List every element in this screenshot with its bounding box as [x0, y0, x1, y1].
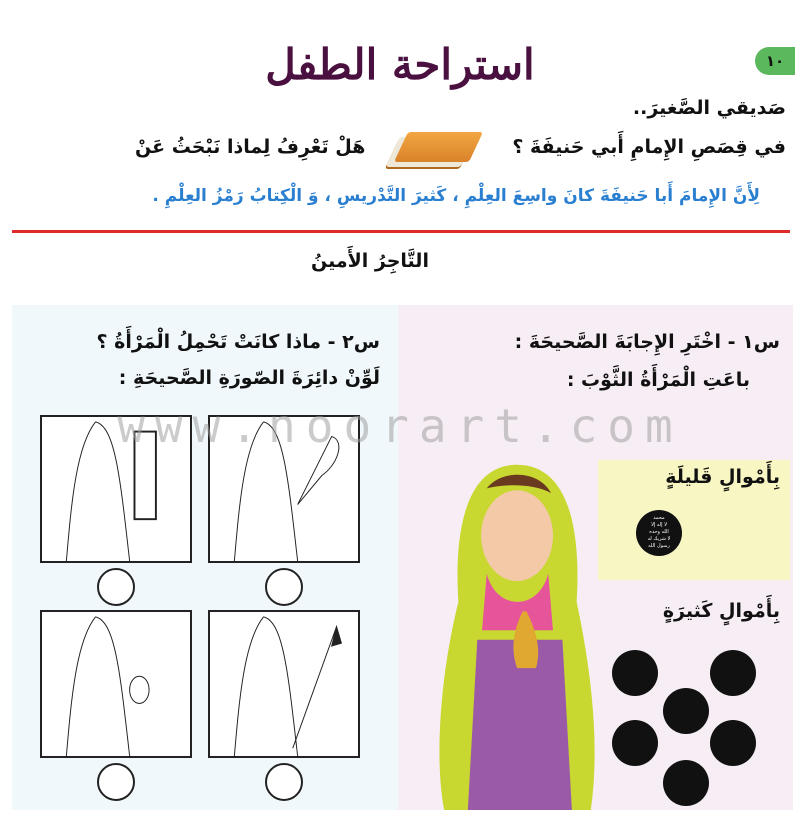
question-line	[135, 132, 786, 162]
answer-text: لِأَنَّ الإِمامَ أَبا حَنيفَةَ كانَ واسِعَ العِلْمِ ، كَثيرَ التَّدْريسِ ، وَ الْكِتابُ رَمْزُ العِلْمِ .	[152, 186, 760, 206]
choice-spear-image	[208, 610, 360, 758]
coin-icon	[710, 720, 756, 766]
watermark: www.noorart.com	[117, 399, 683, 453]
coin-icon	[663, 688, 709, 734]
divider	[12, 230, 790, 233]
greeting: صَديقي الصَّغيرَ..	[632, 97, 786, 119]
coin-icon	[710, 650, 756, 696]
question2-instruction: لَوِّنْ دائِرَةَ الصّورَةِ الصَّحيحَةِ :	[118, 367, 380, 389]
choice-bag-image	[40, 610, 192, 758]
choice-feather-circle[interactable]	[265, 568, 303, 606]
question-part2: في قِصَصِ الإِمامِ أَبي حَنيفَةَ ؟	[512, 136, 786, 158]
question2-label: س٢ - ماذا كانَتْ تَحْمِلُ الْمَرْأَةُ ؟	[96, 331, 380, 353]
option-few-label[interactable]: بِأَمْوالٍ قَليلَةٍ	[665, 466, 780, 488]
coin-icon: محمد لا إله إلا الله وحده لا شريك له رسول الله	[636, 510, 682, 556]
option-many-label[interactable]: بِأَمْوالٍ كَثيرَةٍ	[662, 600, 780, 622]
section-subtitle: التَّاجِرُ الأَمينُ	[311, 250, 429, 272]
coin-icon	[612, 720, 658, 766]
page-number: ١٠	[755, 47, 795, 75]
coin-icon	[663, 760, 709, 806]
book-icon	[394, 132, 483, 162]
woman-illustration	[425, 460, 610, 810]
choice-bag-circle[interactable]	[97, 763, 135, 801]
question1-statement: باعَتِ الْمَرْأَةُ الثَّوْبَ :	[566, 369, 750, 391]
coin-icon	[612, 650, 658, 696]
choice-board-circle[interactable]	[97, 568, 135, 606]
question-part1: هَلْ تَعْرِفُ لِماذا نَبْحَثُ عَنْ	[135, 136, 366, 158]
choice-spear-circle[interactable]	[265, 763, 303, 801]
page-title: استراحة الطفل	[265, 40, 535, 89]
question1-label: س١ - اخْتَرِ الإِجابَةَ الصَّحيحَةَ :	[514, 331, 780, 353]
